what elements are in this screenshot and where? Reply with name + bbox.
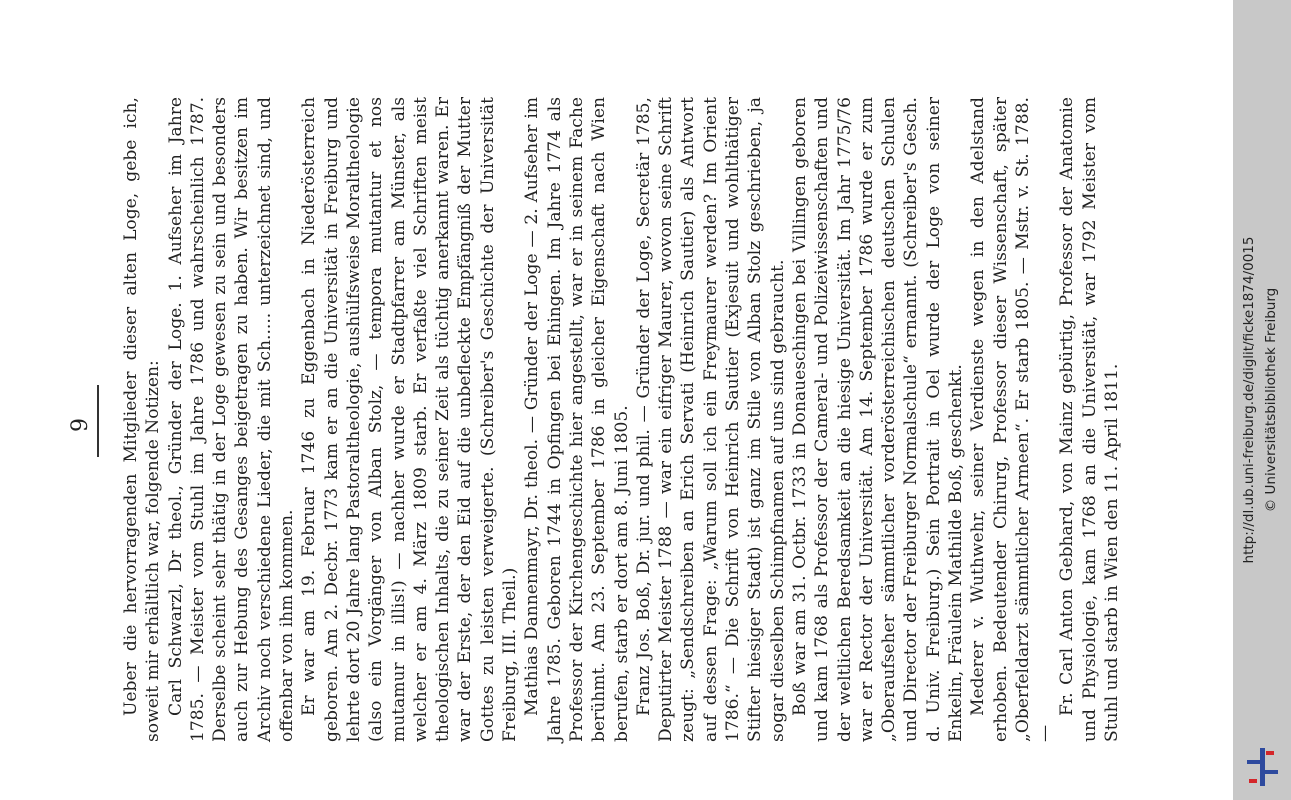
page-number-rule: [97, 385, 99, 457]
paragraph-2: Carl Schwarzl, Dr theol., Gründer der Loge. 1. Aufseher im Jahre 1785. — Meister vom Stuhl im Jahre 1786 und wahrscheinlich 1787. Derselbe scheint sehr thätig in der Loge gewesen zu sein und besonders auch zur Hebung des Gesanges beigetragen zu haben. Wir besitzen im Archiv noch verschiedene Lieder, die mit Sch..... unterzeichnet sind, und offenbar von ihm kommen.: [165, 97, 298, 742]
copyright-notice: © Universitätsbibliothek Freiburg: [1263, 287, 1279, 513]
paragraph-6: Boß war am 31. Octbr. 1733 in Donaueschingen bei Villingen geboren und kam 1768 als Professor der Cameral- und Polizeiwissenschaften und der weltlichen Beredsamkeit an die hiesige Universität. Im Jahr 1775/76 war er Rector der Universität. Am 14. September 1786 wurde er zum „Oberaufseher sämmtlicher vorderösterreichischen deutschen Schulen und Director der Freiburger Normalschule“ ernannt. (Schreiber's Gesch. d. Univ. Freiburg.) Sein Portrait in Oel wurde der Loge von seiner Enkelin, Fräulein Mathilde Boß, geschenkt.: [789, 97, 966, 742]
body-text: [120, 97, 1123, 742]
paragraph-5: Franz Jos. Boß, Dr. jur. und phil. — Gründer der Loge, Secretär 1785, Deputirter Meister 1788 — war ein eifriger Maurer, wovon seine Schrift zeugt: „Sendschreiben an Erich Servati (Heinrich Sautier) als Antwort auf dessen Frage: „Warum soll ich ein Freymaurer werden? Im Orient 1786.“ — Die Schrift von Heinrich Sautier (Exjesuit und wohlthätiger Stifter hiesiger Stadt) ist ganz im Stile von Alban Stolz geschrieben, ja sogar dieselben Schimpfnamen auf uns sind gebraucht.: [633, 97, 788, 742]
paragraph-7: Mederer v. Wuthwehr, seiner Verdienste wegen in den Adelstand erhoben. Bedeutender Chirurg, Professor dieser Wissenschaft, später „Oberfeldarzt sämmtlicher Armeen“. Er starb 1805. — Mstr. v. St. 1788. —: [968, 97, 1056, 742]
ub-freiburg-logo-icon: [1244, 748, 1280, 786]
source-url-link[interactable]: http://dl.ub.uni-freiburg.de/diglit/ficke1874/0015: [1241, 236, 1257, 564]
paragraph-1: Ueber die hervorragenden Mitglieder dieser alten Loge, gebe ich, soweit mir erhältlich war, folgende Notizen:: [121, 97, 164, 742]
library-sidebar: [1233, 0, 1291, 800]
paragraph-4: Mathias Dannenmayr, Dr. theol. — Gründer der Loge — 2. Aufseher im Jahre 1785. Geboren 1744 in Opfingen bei Ehingen. Im Jahre 1774 als Professor der Kirchengeschichte hier angestellt, war er in seinem Fache berühmt. Am 23. September 1786 in gleicher Eigenschaft nach Wien berufen, starb er dort am 8. Juni 1805.: [522, 97, 632, 742]
page-number: 9: [68, 418, 93, 432]
paragraph-3: Er war am 19. Februar 1746 zu Eggenbach in Niederösterreich geboren. Am 2. Decbr. 1773 kam er an die Universität in Freiburg und lehrte dort 20 Jahre lang Pastoraltheologie, aushülfsweise Moraltheologie (also ein Vorgänger von Alban Stolz, — tempora mutantur et nos mutamur in illis!) — nachher wurde er Stadtpfarrer am Münster, als welcher er am 4. März 1809 starb. Er verfaßte viel Schriften meist theologischen Inhalts, die zu seiner Zeit als tüchtig anerkannt waren. Er war der Erste, der den Eid auf die unbefleckte Empfängniß der Mutter Gottes zu leisten verweigerte. (Schreiber's Geschichte der Universität Freiburg, III. Theil.): [299, 97, 521, 742]
paragraph-8: Fr. Carl Anton Gebhard, von Mainz gebürtig, Professor der Anatomie und Physiologie, kam 1768 an die Universität, war 1792 Meister vom Stuhl und starb in Wien den 11. April 1811.: [1057, 97, 1123, 742]
sidebar-text-block: [1233, 0, 1291, 800]
rotated-text-block: [40, 97, 1165, 742]
